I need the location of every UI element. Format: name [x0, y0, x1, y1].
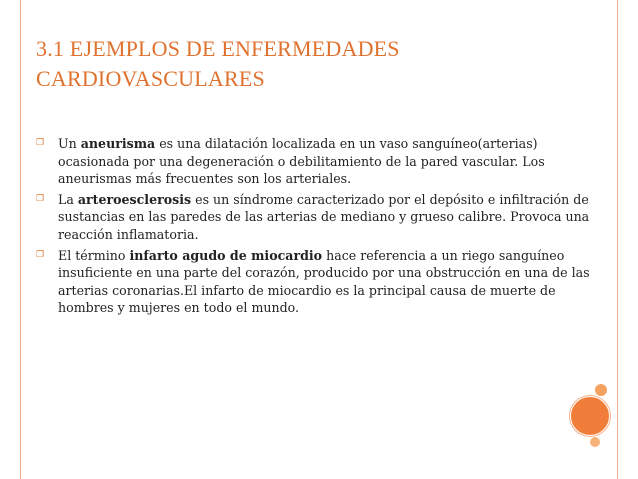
bullet-term: arteroesclerosis: [77, 191, 192, 207]
bullet-prefix: El término: [58, 247, 130, 263]
bullet-term: aneurisma: [80, 136, 156, 151]
title-line-1: 3.1 EJEMPLOS DE ENFERMEDADES: [36, 36, 400, 61]
bullet-term: infarto agudo de miocardio: [129, 247, 323, 263]
bullet-aneurisma: [36, 135, 596, 188]
bullet-text: es un síndrome caracterizado por el depósito e infiltración de sustancias en las paredes de las arterias de mediano y grueso calibre. Provoca una reacción inflamatoria.: [58, 191, 590, 242]
square-bullet-icon: ❒: [36, 193, 45, 204]
bullet-infarto: [36, 247, 596, 317]
decoration-circle-small: [590, 437, 600, 447]
bullet-list: [36, 135, 596, 320]
slide-title: [36, 34, 596, 94]
square-bullet-icon: ❒: [36, 249, 45, 260]
title-line-2: CARDIOVASCULARES: [36, 66, 265, 91]
bullet-text: es una dilatación localizada en un vaso sanguíneo(arterias) ocasionada por una degeneración o debilitamiento de la pared vascular. Los aneurismas más frecuentes son los arteriales.: [58, 136, 545, 187]
square-bullet-icon: ❒: [36, 138, 45, 148]
bullet-prefix: La: [58, 191, 78, 207]
bullet-arteroesclerosis: [36, 191, 596, 244]
bullet-text: hace referencia a un riego sanguíneo insuficiente en una parte del corazón, producido por una obstrucción en una de las arterias coronarias.El infarto de miocardio es la principal causa de muerte de hombres y mujeres en todo el mundo.: [58, 247, 590, 316]
bullet-prefix: Un: [58, 136, 81, 151]
slide-border-right: [617, 0, 618, 479]
decoration-circle-medium: [595, 384, 607, 396]
slide-border-left: [20, 0, 21, 479]
decoration-circle-large: [570, 396, 610, 436]
